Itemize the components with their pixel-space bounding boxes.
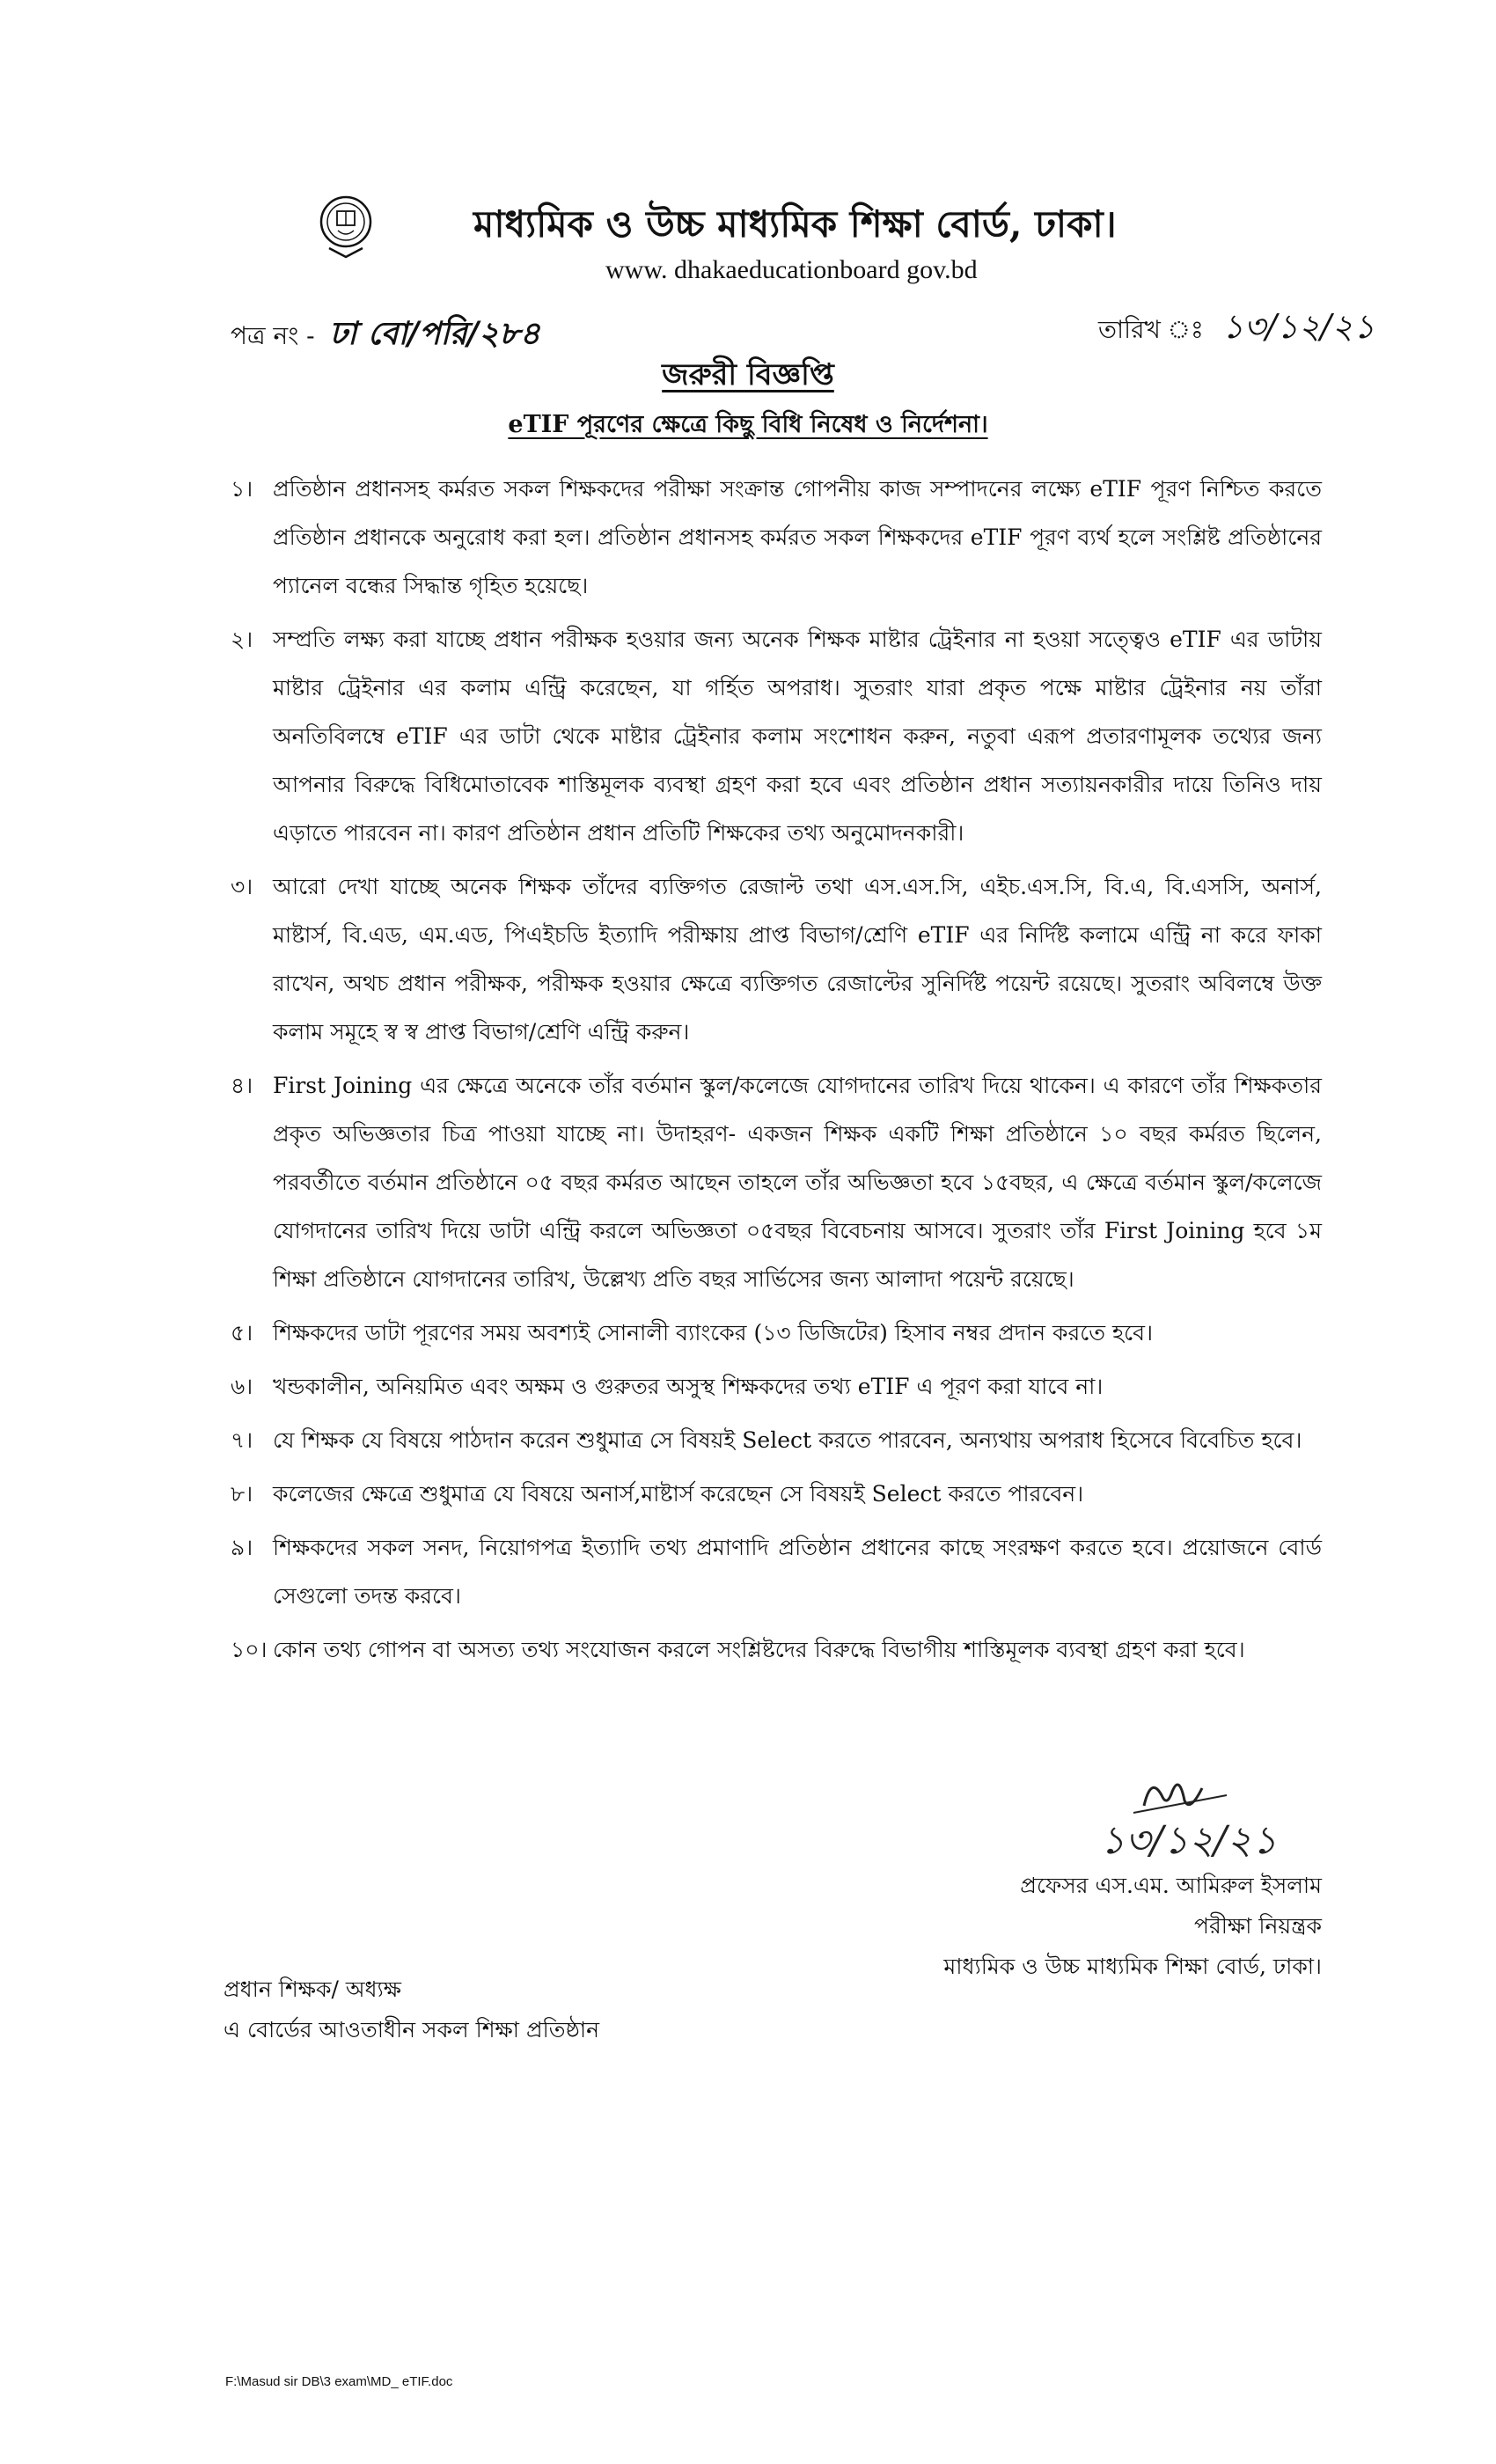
org-website: www. dhakaeducationboard gov.bd [605,255,978,284]
list-item [231,1362,1322,1411]
item-number: ১। [231,476,253,502]
item-number: ৮। [231,1481,253,1507]
recipient-block [224,1969,599,2050]
item-text: First Joining এর ক্ষেত্রে অনেকে তাঁর বর্তমান স্কুল/কলেজে যোগদানের তারিখ দিয়ে থাকেন। এ কারণে তাঁর শিক্ষকতার প্রকৃত অভিজ্ঞতার চিত্র পাওয়া যাচ্ছে না। উদাহরণ- একজন শিক্ষক একটি শিক্ষা প্রতিষ্ঠানে ১০ বছর কর্মরত ছিলেন, পরবর্তীতে বর্তমান প্রতিষ্ঠানে ০৫ বছর কর্মরত আছেন তাহলে তাঁর অভিজ্ঞতা হবে ১৫বছর, এ ক্ষেত্রে বর্তমান স্কুল/কলেজে যোগদানের তারিখ দিয়ে ডাটা এন্ট্রি করলে অভিজ্ঞতা ০৫বছর বিবেচনায় আসবে। সুতরাং তাঁর First Joining হবে ১ম শিক্ষা প্রতিষ্ঠানে যোগদানের তারিখ, উল্লেখ্য প্রতি বছর সার্ভিসের জন্য আলাদা পয়েন্ট রয়েছে। [273,1073,1322,1292]
signatory-office: মাধ্যমিক ও উচ্চ মাধ্যমিক শিক্ষা বোর্ড, ঢাকা। [943,1954,1322,1979]
item-number: ৭। [231,1427,253,1453]
instruction-list [231,465,1322,1679]
notice-subtitle: eTIF পূরণের ক্ষেত্রে কিছু বিধি নিষেধ ও নির্দেশনা। [508,411,988,438]
list-item [231,1416,1322,1464]
item-text: শিক্ষকদের সকল সনদ, নিয়োগপত্র ইত্যাদি তথ্য প্রমাণাদি প্রতিষ্ঠান প্রধানের কাছে সংরক্ষণ করতে হবে। প্রয়োজনে বোর্ড সেগুলো তদন্ত করবে। [273,1535,1322,1609]
item-text: খন্ডকালীন, অনিয়মিত এবং অক্ষম ও গুরুতর অসুস্থ শিক্ষকদের তথ্য eTIF এ পূরণ করা যাবে না। [273,1374,1104,1399]
list-item [231,1061,1322,1303]
item-text: কলেজের ক্ষেত্রে শুধুমাত্র যে বিষয়ে অনার্স,মাষ্টার্স করেছেন সে বিষয়ই Select করতে পারবেন। [273,1481,1084,1507]
date-value: ১৩/১২/২১ [1221,307,1375,346]
issue-date [1098,301,1375,357]
handwritten-signature [1038,1769,1320,1866]
item-text: আরো দেখা যাচ্ছে অনেক শিক্ষক তাঁদের ব্যক্তিগত রেজাল্ট তথা এস.এস.সি, এইচ.এস.সি, বি.এ, বি.এসসি, অনার্স, মাষ্টার্স, বি.এড, এম.এড, পিএইচডি ইত্যাদি পরীক্ষায় প্রাপ্ত বিভাগ/শ্রেণি eTIF এর নির্দিষ্ট কলামে এন্ট্রি না করে ফাকা রাখেন, অথচ প্রধান পরীক্ষক, পরীক্ষক হওয়ার ক্ষেত্রে ব্যক্তিগত রেজাল্টের সুনির্দিষ্ট পয়েন্ট রয়েছে। সুতরাং অবিলম্বে উক্ত কলাম সমূহে স্ব স্ব প্রাপ্ত বিভাগ/শ্রেণি এন্ট্রি করুন। [273,874,1322,1045]
item-text: যে শিক্ষক যে বিষয়ে পাঠদান করেন শুধুমাত্র সে বিষয়ই Select করতে পারবেন, অন্যথায় অপরাধ হিসেবে বিবেচিত হবে। [273,1427,1302,1453]
list-item [231,1625,1322,1674]
date-label: তারিখ ঃ [1098,315,1204,344]
item-text: কোন তথ্য গোপন বা অসত্য তথ্য সংযোজন করলে সংশ্লিষ্টদের বিরুদ্ধে বিভাগীয় শাস্তিমূলক ব্যবস্থা গ্রহণ করা হবে। [273,1637,1245,1662]
list-item [231,1470,1322,1518]
item-number: ৯। [231,1535,253,1560]
signature-date: ১৩/১২/২১ [1100,1818,1278,1863]
item-number: ৫। [231,1320,253,1346]
notice-title: জরুরী বিজ্ঞপ্তি [662,357,834,392]
item-number: ৬। [231,1374,253,1399]
list-item [231,465,1322,610]
list-item [231,1309,1322,1357]
file-path: F:\Masud sir DB\3 exam\MD_ eTIF.doc [225,2374,453,2389]
org-name: মাধ্যমিক ও উচ্চ মাধ্যমিক শিক্ষা বোর্ড, ঢাকা। [473,202,1117,246]
board-logo-icon [319,192,373,264]
item-number: ৩। [231,874,253,899]
item-text: শিক্ষকদের ডাটা পূরণের সময় অবশ্যই সোনালী ব্যাংকের (১৩ ডিজিটের) হিসাব নম্বর প্রদান করতে হবে। [273,1320,1154,1346]
signatory-name: প্রফেসর এস.এম. আমিরুল ইসলাম [1020,1873,1322,1898]
recipient-line: প্রধান শিক্ষক/ অধ্যক্ষ [224,1976,402,2002]
item-number: ১০। [231,1637,268,1662]
signatory-block [943,1866,1322,1987]
item-number: ২। [231,627,253,652]
list-item [231,862,1322,1056]
item-number: ৪। [231,1073,253,1098]
item-text: প্রতিষ্ঠান প্রধানসহ কর্মরত সকল শিক্ষকদের পরীক্ষা সংক্রান্ত গোপনীয় কাজ সম্পাদনের লক্ষ্যে eTIF পূরণ নিশ্চিত করতে প্রতিষ্ঠান প্রধানকে অনুরোধ করা হল। প্রতিষ্ঠান প্রধানসহ কর্মরত সকল শিক্ষকদের eTIF পূরণ ব্যর্থ হলে সংশ্লিষ্ট প্রতিষ্ঠানের প্যানেল বন্ধের সিদ্ধান্ত গৃহিত হয়েছে। [273,476,1322,598]
list-item [231,615,1322,857]
list-item [231,1523,1322,1620]
reference-label: পত্র নং - [231,321,315,350]
recipient-line: এ বোর্ডের আওতাধীন সকল শিক্ষা প্রতিষ্ঠান [224,2017,600,2042]
signatory-designation: পরীক্ষা নিয়ন্ত্রক [1194,1913,1322,1939]
reference-value: ঢা বো/পরি/২৮৪ [329,315,540,352]
item-text: সম্প্রতি লক্ষ্য করা যাচ্ছে প্রধান পরীক্ষক হওয়ার জন্য অনেক শিক্ষক মাষ্টার ট্রেইনার না হওয়া সত্ত্বেও eTIF এর ডাটায় মাষ্টার ট্রেইনার এর কলাম এন্ট্রি করেছেন, যা গর্হিত অপরাধ। সুতরাং যারা প্রকৃত পক্ষে মাষ্টার ট্রেইনার নয় তাঁরা অনতিবিলম্বে eTIF এর ডাটা থেকে মাষ্টার ট্রেইনার কলাম সংশোধন করুন, নতুবা এরূপ প্রতারণামূলক তথ্যের জন্য আপনার বিরুদ্ধে বিধিমোতাবেক শাস্তিমূলক ব্যবস্থা গ্রহণ করা হবে এবং প্রতিষ্ঠান প্রধান সত্যায়নকারীর দায়ে তিনিও দায় এড়াতে পারবেন না। কারণ প্রতিষ্ঠান প্রধান প্রতিটি শিক্ষকের তথ্য অনুমোদনকারী। [273,627,1322,846]
